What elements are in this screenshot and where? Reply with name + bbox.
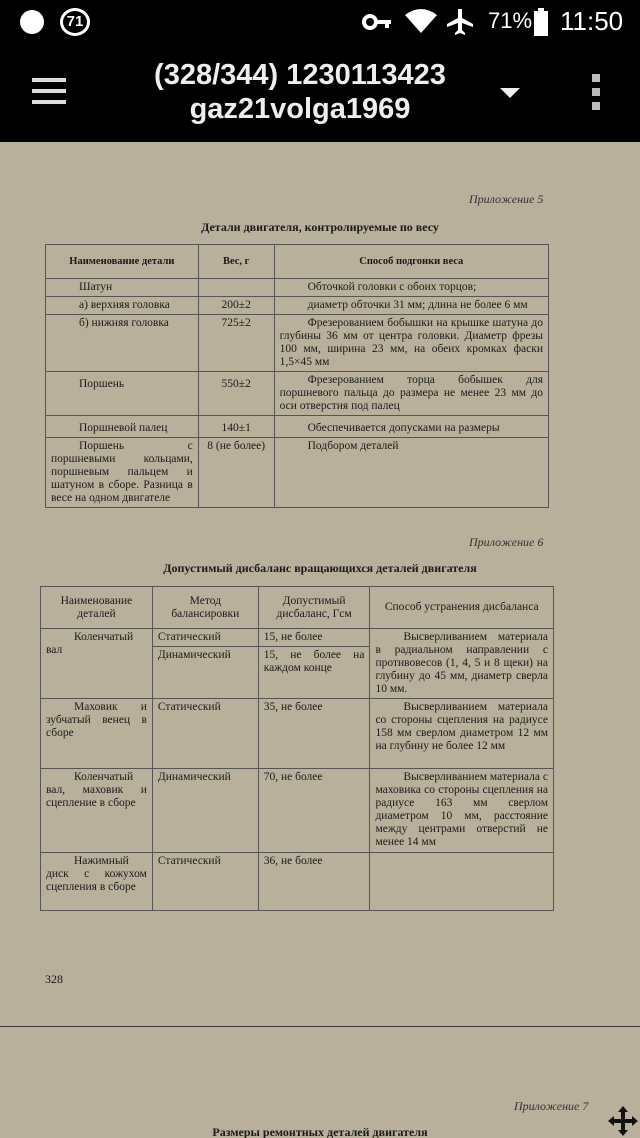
appendix-7-title: Размеры ремонтных деталей двигателя (212, 1125, 428, 1138)
table-cell: Обточкой головки с обоих торцов; (274, 279, 548, 297)
chevron-down-icon[interactable] (500, 88, 520, 98)
table-cell: Подбором деталей (274, 438, 548, 508)
table-header: Наименование детали (46, 245, 199, 279)
table-cell: Динамический (152, 647, 258, 699)
appendix-7-label: Приложение 7 (514, 1099, 589, 1113)
document-page (0, 142, 640, 1138)
table-cell: Динамический (152, 769, 258, 853)
weight-table (45, 244, 549, 508)
table-cell: Поршень (46, 372, 199, 416)
appendix-5-title: Детали двигателя, контролируемые по весу (201, 220, 439, 234)
table-cell: Коленчатый вал, маховик и сцепление в сборе (41, 769, 153, 853)
table-cell: Шатун (46, 279, 199, 297)
table-cell: Поршень с поршневыми кольцами, поршневым пальцем и шатуном в сборе. Разница в весе на одном двигателе (46, 438, 199, 508)
imbalance-table (40, 586, 554, 911)
circle-icon (20, 10, 44, 34)
table-cell: диаметр обточки 31 мм; длина не более 6 мм (274, 297, 548, 315)
table-row (41, 699, 554, 769)
table-row (46, 438, 549, 508)
table-cell: Статический (152, 699, 258, 769)
table-header-row (46, 245, 549, 279)
table-cell: Нажимный диск с кожухом сцепления в сборе (41, 853, 153, 911)
table-cell (198, 279, 274, 297)
table-cell: Статический (152, 629, 258, 647)
table-row (46, 279, 549, 297)
battery-icon (534, 8, 548, 36)
table-cell: 725±2 (198, 315, 274, 372)
table-header-row (41, 587, 554, 629)
wifi-icon (404, 8, 438, 34)
table-cell: Обеспечивается допусками на размеры (274, 416, 548, 438)
table-row (46, 416, 549, 438)
table-row (46, 315, 549, 372)
title-line-1: (328/344) 1230113423 (154, 59, 446, 91)
table-header: Способ подгонки веса (274, 245, 548, 279)
table-cell: Фрезерованием торца бобышек для поршневого пальца до размера не менее 23 мм до оси отверстия под палец (274, 372, 548, 416)
airplane-icon (446, 8, 474, 36)
move-arrows-icon[interactable] (606, 1104, 640, 1138)
page-number: 328 (45, 972, 63, 986)
document-title (110, 58, 490, 126)
table-header: Способ устранения дисбаланса (370, 587, 554, 629)
table-row (46, 297, 549, 315)
table-cell: Высверливанием материала в радиальном направлении с противовесов (1, 4, 5 и 8 щеки) на глубину до 45 мм, диаметр сверла 10 мм. (370, 629, 554, 699)
table-header: Наименование деталей (41, 587, 153, 629)
title-line-2: gaz21volga1969 (189, 93, 411, 125)
table-row (41, 629, 554, 647)
table-cell: Фрезерованием бобышки на крышке шатуна до глубины 36 мм от центра головки. Диаметр фрезы 100 мм, ширина 23 мм, на обеих кромках фаски 1,5×45 мм (274, 315, 548, 372)
table-header: Метод балансировки (152, 587, 258, 629)
table-cell: Маховик и зубчатый венец в сборе (41, 699, 153, 769)
table-cell (370, 853, 554, 911)
clock: 11:50 (560, 6, 624, 36)
table-cell: 8 (не более) (198, 438, 274, 508)
status-bar (0, 0, 640, 44)
table-header: Вес, г (198, 245, 274, 279)
table-row (41, 853, 554, 911)
table-cell: Коленчатый вал (41, 629, 153, 699)
battery-percent: 71% (488, 8, 533, 33)
appendix-6-title: Допустимый дисбаланс вращающихся деталей двигателя (163, 561, 477, 575)
table-row (41, 769, 554, 853)
notification-count: 71 (66, 13, 84, 30)
table-cell: 550±2 (198, 372, 274, 416)
key-icon (362, 12, 392, 32)
app-bar (0, 44, 640, 142)
table-cell: а) верхняя головка (46, 297, 199, 315)
table-cell: 15, не более (258, 629, 370, 647)
table-cell: Высверливанием материала со стороны сцепления на радиусе 158 мм сверлом диаметром 12 мм на глубину не более 12 мм (370, 699, 554, 769)
table-cell: Поршневой палец (46, 416, 199, 438)
table-cell: 70, не более (258, 769, 370, 853)
table-cell: 140±1 (198, 416, 274, 438)
page-divider (0, 1026, 640, 1027)
table-row (46, 372, 549, 416)
table-header: Допустимый дисбаланс, Гсм (258, 587, 370, 629)
appendix-6-label: Приложение 6 (469, 535, 544, 549)
table-cell: Статический (152, 853, 258, 911)
more-vert-icon[interactable] (592, 74, 602, 116)
notification-badge-icon (60, 8, 90, 36)
appendix-5-label: Приложение 5 (469, 192, 544, 206)
hamburger-icon[interactable] (32, 78, 66, 104)
table-cell: б) нижняя головка (46, 315, 199, 372)
table-cell: 200±2 (198, 297, 274, 315)
table-cell: 15, не более на каждом конце (258, 647, 370, 699)
table-cell: 36, не более (258, 853, 370, 911)
table-cell: Высверливанием материала с маховика со стороны сцепления на радиусе 163 мм сверлом диаметром 10 мм, расстояние между центрами отверстий не менее 14 мм (370, 769, 554, 853)
table-cell: 35, не более (258, 699, 370, 769)
